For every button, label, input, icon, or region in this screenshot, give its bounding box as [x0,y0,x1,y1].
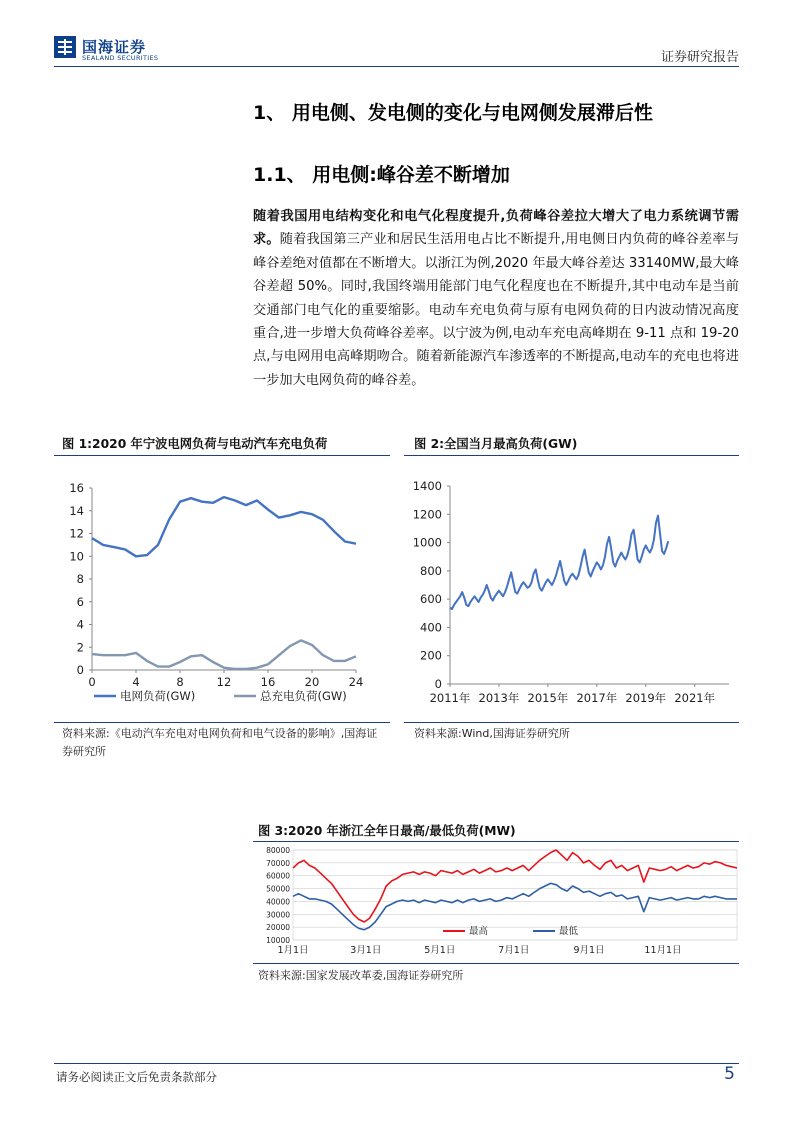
fig3-y-tick-label: 30000 [266,910,290,920]
fig3-y-tick-label: 10000 [266,936,290,945]
fig3-y-tick-label: 60000 [266,871,290,881]
fig2-x-tick-label: 2019年 [625,691,667,705]
fig2-y-tick-label: 600 [420,592,442,607]
fig3-source: 资料来源:国家发展改革委,国海证券研究所 [258,969,464,982]
sealand-logo-icon [54,36,76,58]
fig1-bottom-rule [54,722,390,723]
fig2-y-tick-label: 200 [420,648,442,663]
logo-company-name-en: SEALAND SECURITIES [82,54,159,62]
fig1-x-tick-label: 8 [176,675,184,689]
footer-divider [54,1063,739,1064]
fig1-y-tick-label: 2 [76,640,84,655]
fig1-y-tick-label: 10 [69,549,84,564]
fig1-x-tick-label: 4 [132,675,140,689]
fig3-title: 图 3:2020 年浙江全年日最高/最低负荷(MW) [258,824,516,838]
fig2-chart [404,470,739,720]
fig1-y-tick-label: 14 [69,503,84,518]
fig3-x-tick-label: 11月1日 [644,945,682,956]
fig2-series-line [450,516,668,609]
fig3-x-tick-label: 7月1日 [498,945,530,956]
fig3-y-tick-label: 40000 [266,897,290,907]
fig1-y-tick-label: 8 [76,572,84,586]
logo-company-name: 国海证券 [82,38,147,56]
fig2-title: 图 2:全国当月最高负荷(GW) [414,437,578,451]
fig1-chart [54,470,390,720]
fig1-y-tick-label: 16 [69,481,84,495]
fig1-y-tick-label: 6 [76,594,84,609]
body-paragraph [253,205,739,392]
fig1-title: 图 1:2020 年宁波电网负荷与电动汽车充电负荷 [62,437,328,451]
fig3-y-tick-label: 50000 [266,884,290,894]
fig2-y-tick-label: 0 [434,677,442,691]
fig2-y-tick-label: 1200 [412,507,442,522]
fig1-series-line-2 [92,640,356,669]
fig1-y-tick-label: 0 [76,663,84,677]
fig2-y-tick-label: 400 [420,620,442,635]
fig3-title-rule [253,841,739,842]
fig1-x-tick-label: 12 [216,675,232,689]
paragraph-body: 随着我国第三产业和居民生活用电占比不断提升,用电侧日内负荷的峰谷差率与峰谷差绝对值都在不断增大。以浙江为例,2020 年最大峰谷差达 33140MW,最大峰谷差超 50%。同时,我国终端用能部门电气化程度也在不断提升,其中电动车是当前交通部门电气化的重要缩影。电动车充电负荷与原有电网负荷的日内波动情况高度重合,进一步增大负荷峰谷差率。以宁波为例,电动车充电高峰期在 9-11 点和 19-20 点,与电网用电高峰期吻合。随着新能源汽车渗透率的不断提高,电动车的充电也将进一步加大电网负荷的峰谷差。 [253,232,740,388]
fig1-x-tick-label: 20 [304,675,320,689]
section-heading-1: 1、 用电侧、发电侧的变化与电网侧发展滞后性 [253,102,653,124]
fig3-chart [253,843,739,961]
fig1-x-tick-label: 16 [260,675,276,689]
page-number: 5 [724,1064,735,1084]
fig2-bottom-rule [404,722,739,723]
fig3-y-tick-label: 20000 [266,923,290,933]
fig3-x-tick-label: 5月1日 [424,945,456,956]
footer-disclaimer: 请务必阅读正文后免责条款部分 [56,1070,217,1084]
fig3-x-tick-label: 1月1日 [277,945,309,956]
fig1-source: 资料来源:《电动汽车充电对电网负荷和电气设备的影响》,国海证券研究所 [62,727,378,758]
fig3-y-tick-label: 70000 [266,858,290,868]
fig2-y-tick-label: 1400 [412,479,442,493]
fig3-legend-label: 最高 [469,926,489,937]
fig2-x-tick-label: 2011年 [429,691,471,705]
fig2-x-tick-label: 2013年 [478,691,520,705]
fig1-legend-label: 电网负荷(GW) [120,689,196,703]
fig2-title-rule [404,455,739,456]
fig2-y-tick-label: 1000 [412,535,442,550]
fig1-y-tick-label: 4 [76,617,84,632]
fig2-source: 资料来源:Wind,国海证券研究所 [414,727,570,740]
section-heading-1-1: 1.1、 用电侧:峰谷差不断增加 [253,164,510,186]
fig3-x-tick-label: 3月1日 [350,945,382,956]
fig2-x-tick-label: 2017年 [576,691,618,705]
fig1-x-tick-label: 24 [348,675,364,689]
fig1-x-tick-label: 0 [88,675,96,689]
fig1-legend-label: 总充电负荷(GW) [260,689,347,703]
fig3-plot-area [293,850,737,940]
fig1-y-tick-label: 12 [69,526,84,541]
fig2-x-tick-label: 2015年 [527,691,569,705]
fig3-bottom-rule [253,963,739,964]
header-divider [54,66,739,67]
fig3-legend-label: 最低 [559,926,579,937]
fig3-y-tick-label: 80000 [266,846,290,855]
fig2-y-tick-label: 800 [420,563,442,578]
fig1-series-line-1 [92,497,356,556]
fig1-title-rule [54,455,390,456]
fig2-x-tick-label: 2021年 [674,691,716,705]
paragraph-lead: 随着我国用电结构变化和电气化程度提升,负荷峰谷差拉大增大了电力系统调节需求。 [253,209,739,248]
fig3-x-tick-label: 9月1日 [573,945,605,956]
report-type: 证券研究报告 [660,50,739,65]
